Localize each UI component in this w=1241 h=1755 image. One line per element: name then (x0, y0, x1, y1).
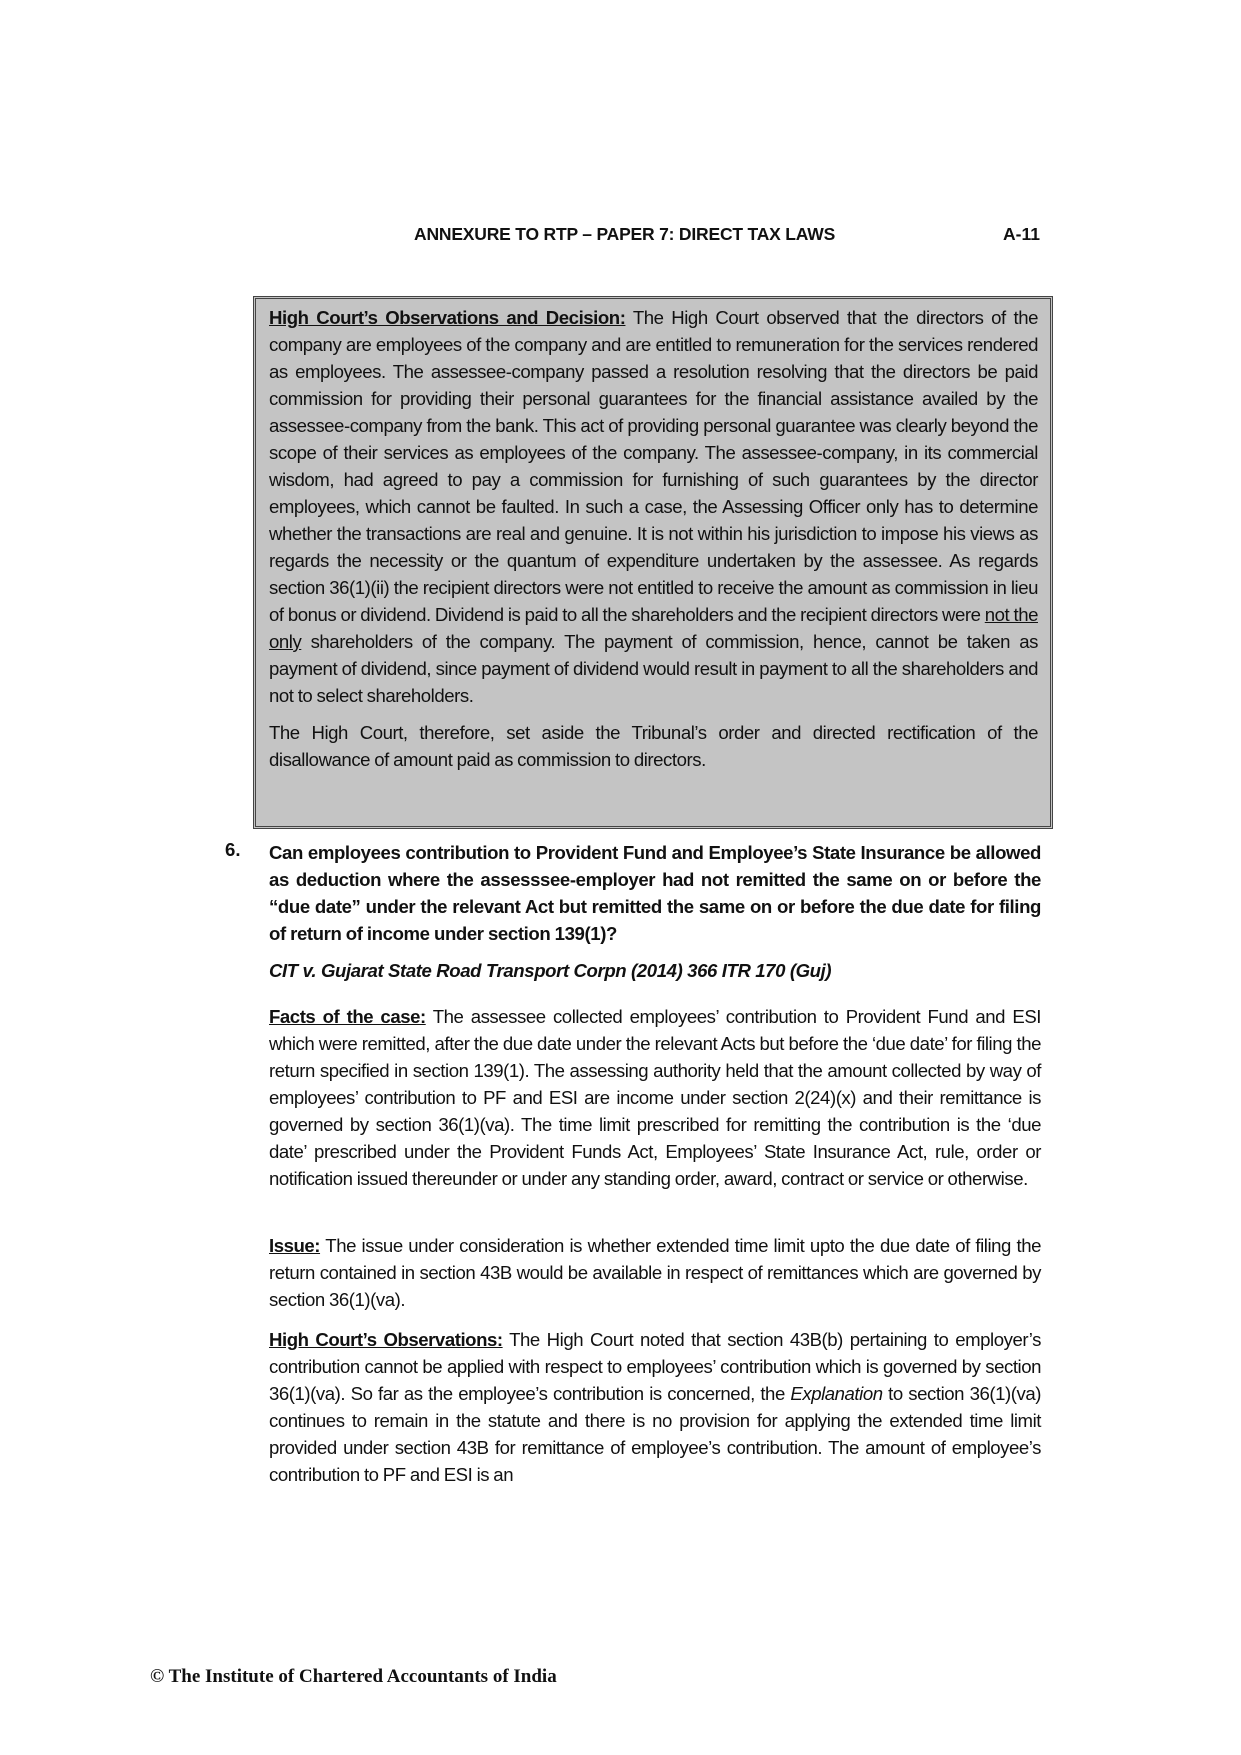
box-underlined-text: not the only (269, 604, 1038, 652)
observations-text-b: to section 36(1)(va) continues to remain in the statute and there is no provision for applying the extended time limit provided under section 43B for remittance of employee’s contribution. The amount of employee’s contribution to PF and ESI is an (269, 1383, 1041, 1485)
facts-paragraph (269, 1003, 1041, 1192)
box-conclusion: The High Court, therefore, set aside the Tribunal’s order and directed rectification of the disallowance of amount paid as commission to directors. (269, 722, 1038, 770)
box-label: High Court’s Observations and Decision: (269, 307, 626, 328)
facts-label: Facts of the case: (269, 1006, 426, 1027)
observations-paragraph (269, 1326, 1041, 1488)
copyright-footer: © The Institute of Chartered Accountants of India (150, 1666, 557, 1687)
box-text-b: shareholders of the company. The payment of commission, hence, cannot be taken as payment of dividend, since payment of dividend would result in payment to all the shareholders and not to select shareholders. (269, 631, 1038, 706)
question-text: Can employees contribution to Provident Fund and Employee’s State Insurance be allowed as deduction where the assesssee-employer had not remitted the same on or before the “due date” under the relevant Act but remitted the same on or before the due date for filing of return of income under section 139(1)? (269, 842, 1041, 944)
observations-italic: Explanation (790, 1383, 883, 1404)
facts-text: The assessee collected employees’ contribution to Provident Fund and ESI which were remitted, after the due date under the relevant Acts but before the ‘due date’ for filing the return specified in section 139(1). The assessing authority held that the amount collected by way of employees’ contribution to PF and ESI are income under section 2(24)(x) and their remittance is governed by section 36(1)(va). The time limit prescribed for remitting the contribution is the ‘due date’ prescribed under the Provident Funds Act, Employees’ State Insurance Act, rule, order or notification issued thereunder or under any standing order, award, contract or service or otherwise. (269, 1006, 1041, 1189)
issue-text: The issue under consideration is whether extended time limit upto the due date of filing the return contained in section 43B would be available in respect of remittances which are governed by section 36(1)(va). (269, 1235, 1041, 1310)
issue-label: Issue: (269, 1235, 321, 1256)
question-number: 6. (225, 839, 241, 860)
issue-paragraph (269, 1232, 1041, 1313)
shaded-decision-box (253, 296, 1053, 829)
case-citation: CIT v. Gujarat State Road Transport Corpn (2014) 366 ITR 170 (Guj) (269, 960, 832, 981)
observations-text-a: The High Court noted that section 43B(b) pertaining to employer’s contribution cannot be applied with respect to employees’ contribution which is governed by section 36(1)(va). So far as the employee’s contribution is concerned, the (269, 1329, 1041, 1404)
observations-label: High Court’s Observations: (269, 1329, 503, 1350)
running-header: ANNEXURE TO RTP – PAPER 7: DIRECT TAX LAWS (414, 224, 836, 244)
box-text-a: The High Court observed that the directors of the company are employees of the company and are entitled to remuneration for the services rendered as employees. The assessee-company passed a resolution resolving that the directors be paid commission for providing their personal guarantees for the financial assistance availed by the assessee-company from the bank. This act of providing personal guarantee was clearly beyond the scope of their services as employees of the company. The assessee-company, in its commercial wisdom, had agreed to pay a commission for furnishing of such guarantees by the director employees, which cannot be faulted. In such a case, the Assessing Officer only has to determine whether the transactions are real and genuine. It is not within his jurisdiction to impose his views as regards the necessity or the quantum of expenditure undertaken by the assessee. As regards section 36(1)(ii) the recipient directors were not entitled to receive the amount as commission in lieu of bonus or dividend. Dividend is paid to all the shareholders and the recipient directors were (269, 307, 1038, 625)
page-number: A-11 (1003, 224, 1040, 244)
box-paragraph (269, 304, 1038, 709)
